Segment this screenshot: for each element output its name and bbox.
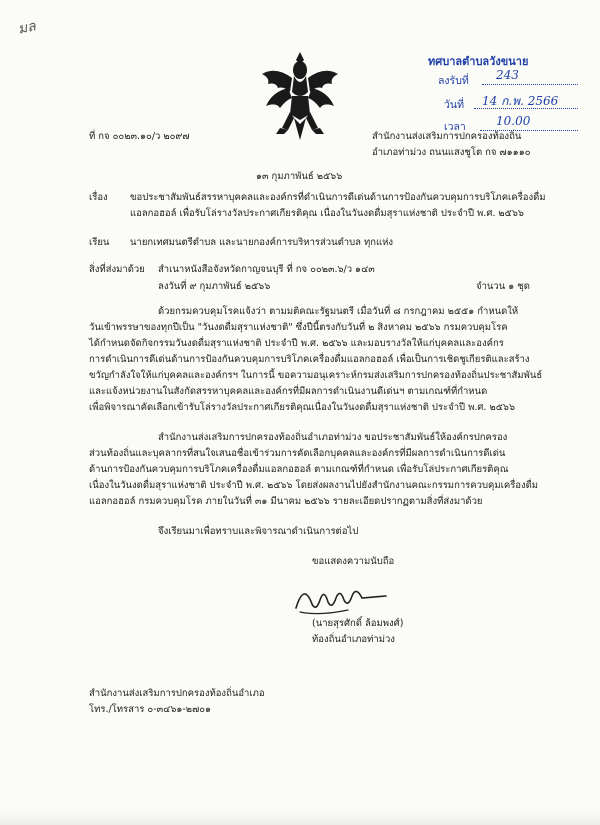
office-line-2: อำเภอท่าม่วง ถนนแสงชูโต กจ ๗๑๑๑๐ [372, 147, 531, 158]
stamp-receipt-label: ลงรับที่ [438, 75, 469, 87]
stamp-receipt-no: 243 [496, 68, 519, 82]
reference-number: ที่ กจ ๐๐๒๓.๑๐/ว ๒๐๙๗ [89, 131, 190, 142]
stamp-time: 10.00 [496, 114, 531, 128]
stamp-time-label: เวลา [444, 121, 466, 133]
paragraph-line: แอลกอฮอล์ กรมควบคุมโรค ภายในวันที่ ๓๑ มีนาคม ๒๕๖๖ รายละเอียดปรากฏตามสิ่งที่ส่งมาด้วย [89, 496, 483, 507]
signer-position: ท้องถิ่นอำเภอท่าม่วง [312, 634, 395, 645]
signer-name: (นายสุรศักดิ์ ล้อมพงศ์) [312, 618, 404, 629]
scan-bottom-edge [0, 811, 600, 825]
paragraph-line: ส่วนท้องถิ่นและบุคลากรที่สนใจเสนอชื่อเข้าร่วมการคัดเลือกบุคคลและองค์กรที่มีผลการดำเนินการดีเด่น [89, 448, 506, 459]
attachment-line-1: สำเนาหนังสือจังหวัดกาญจนบุรี ที่ กจ ๐๐๒๓.๖/ว ๑๔๓ [158, 264, 375, 275]
to-label: เรียน [89, 237, 110, 248]
attachment-count: จำนวน ๑ ชุด [476, 281, 530, 292]
paragraph-line: สำนักงานส่งเสริมการปกครองท้องถิ่นอำเภอท่าม่วง ขอประชาสัมพันธ์ให้องค์กรปกครอง [158, 432, 508, 443]
stamp-date-label: วันที่ [444, 99, 464, 111]
subject-label: เรื่อง [89, 192, 108, 203]
paragraph-line: และแจ้งหน่วยงานในสังกัดสรรหาบุคคลและองค์กรที่มีผลการดำเนินงานดีเด่นฯ ตามเกณฑ์ที่กำหนด [89, 386, 488, 397]
paragraph-line: วันเข้าพรรษาของทุกปีเป็น "วันงดดื่มสุราแห่งชาติ" ซึ่งปีนี้ตรงกับวันที่ ๒ สิงหาคม ๒๕๖๖ กรมควบคุมโรค [89, 322, 508, 333]
footer-phone: โทร./โทรสาร ๐-๓๔๖๑-๒๗๐๑ [89, 704, 212, 715]
closing-respect: ขอแสดงความนับถือ [312, 556, 395, 567]
to-recipients: นายกเทศมนตรีตำบล และนายกองค์การบริหารส่วนตำบล ทุกแห่ง [130, 237, 394, 248]
handwritten-signature [290, 578, 400, 618]
office-line-1: สำนักงานส่งเสริมการปกครองท้องถิ่น [372, 131, 522, 142]
corner-initials: มล [16, 18, 38, 38]
subject-line-2: แอลกอฮอล์ เพื่อรับโล่รางวัลประกาศเกียรติคุณ เนื่องในวันงดดื่มสุราแห่งชาติ ประจำปี พ.ศ. ๒๕๖๖ [130, 208, 524, 219]
paragraph-line: ด้านการป้องกันควบคุมการบริโภคเครื่องดื่มแอลกอฮอล์ ตามเกณฑ์ที่กำหนด เพื่อรับโล่ประกาศเกียรติคุณ [89, 464, 509, 475]
document-date: ๑๓ กุมภาพันธ์ ๒๕๖๖ [256, 171, 343, 182]
paragraph-line: ขวัญกำลังใจให้แก่บุคคลและองค์กรฯ ในการนี้ ขอความอนุเคราะห์กรมส่งเสริมการปกครองท้องถิ่นประชาสัมพันธ์ [89, 370, 543, 381]
garuda-emblem-icon [258, 48, 342, 144]
paragraph-line: การดำเนินการดีเด่นด้านการป้องกันควบคุมการบริโภคเครื่องดื่มแอลกอฮอล์ เพื่อเป็นการเชิดชูเกียรติและสร้าง [89, 354, 530, 365]
stamp-org: ทศบาลตำบลวังขนาย [428, 56, 529, 68]
receipt-stamp [424, 52, 584, 136]
footer-office: สำนักงานส่งเสริมการปกครองท้องถิ่นอำเภอ [89, 688, 265, 699]
paragraph-line: เพื่อพิจารณาคัดเลือกเข้ารับโล่รางวัลประกาศเกียรติคุณเนื่องในวันงดดื่มสุราแห่งชาติ ประจำปี พ.ศ. ๒๕๖๖ [89, 402, 515, 413]
attachment-label: สิ่งที่ส่งมาด้วย [89, 264, 145, 275]
paragraph-line: เนื่องในวันงดดื่มสุราแห่งชาติ ประจำปี พ.ศ. ๒๕๖๖ โดยส่งผลงานไปยังสำนักงานคณะกรรมการควบคุมเครื่องดื่ม [89, 480, 539, 491]
closing-request: จึงเรียนมาเพื่อทราบและพิจารณาดำเนินการต่อไป [158, 526, 359, 537]
paragraph-line: ด้วยกรมควบคุมโรคแจ้งว่า ตามมติคณะรัฐมนตรี เมื่อวันที่ ๘ กรกฎาคม ๒๕๕๑ กำหนดให้ [158, 306, 519, 317]
attachment-line-2: ลงวันที่ ๙ กุมภาพันธ์ ๒๕๖๖ [158, 281, 271, 292]
subject-line-1: ขอประชาสัมพันธ์สรรหาบุคคลและองค์กรที่ดำเนินการดีเด่นด้านการป้องกันควบคุมการบริโภคเครื่องดื่ม [130, 192, 546, 203]
stamp-date: 14 ก.พ. 2566 [482, 94, 559, 108]
paragraph-line: ได้กำหนดจัดกิจกรรมวันงดดื่มสุราแห่งชาติ ประจำปี พ.ศ. ๒๕๖๖ และมอบรางวัลให้แก่บุคคลและองค์กร [89, 338, 504, 349]
